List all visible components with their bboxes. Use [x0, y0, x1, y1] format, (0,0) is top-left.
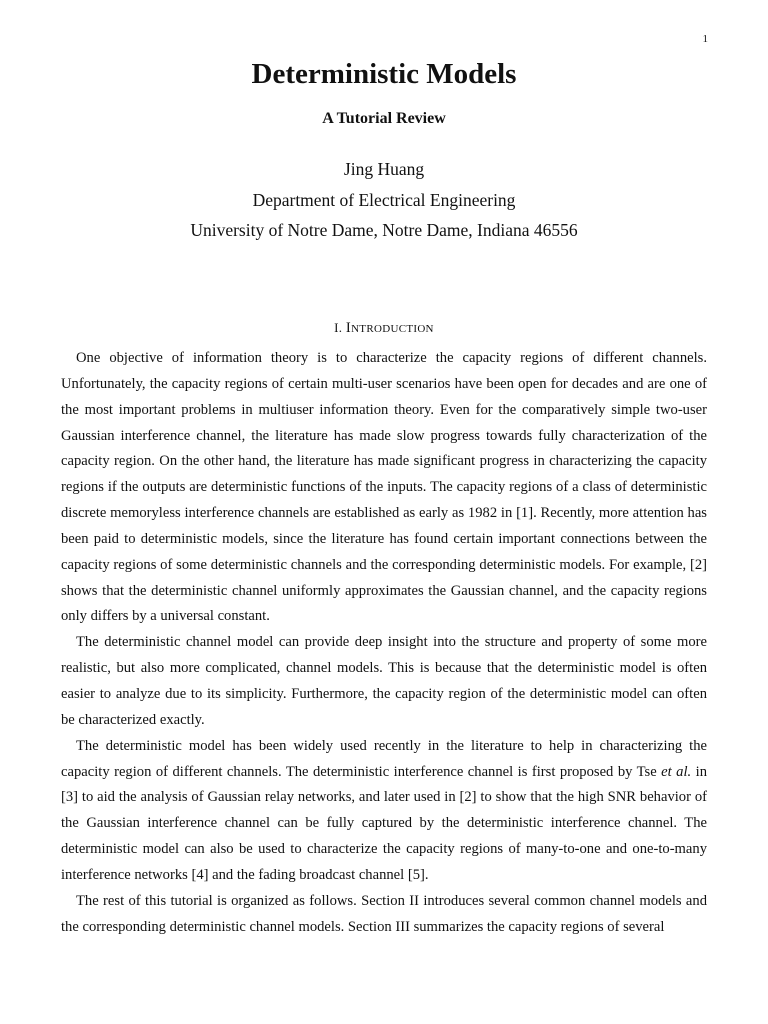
section-title: INTRODUCTION: [345, 320, 434, 336]
section-heading: [0, 320, 768, 337]
section-number: I.: [334, 320, 343, 335]
paragraph: The deterministic model has been widely used recently in the literature to help in characterizing the capacity region of different channels. The deterministic interference channel is first proposed by Tse et al. in [3] to aid the analysis of Gaussian relay networks, and later used in [2] to show that the high SNR behavior of the Gaussian interference channel can be fully captured by the deterministic interference channel. The deterministic model can also be used to characterize the capacity regions of many-to-one and one-to-many interference networks [4] and the fading broadcast channel [5].: [61, 737, 707, 883]
author-block: [0, 154, 768, 246]
paper-title: Deterministic Models: [251, 58, 517, 90]
author-department: Department of Electrical Engineering: [252, 189, 516, 210]
paper-subtitle: A Tutorial Review: [322, 110, 446, 127]
paragraph: One objective of information theory is to characterize the capacity regions of different channels. Unfortunately, the capacity regions of certain multi-user scenarios have been open for decades and are one of the most important problems in multiuser information theory. Even for the comparatively simple two-user Gaussian interference channel, the literature has made slow progress towards fully characterization of the capacity region. On the other hand, the literature has made significant progress in characterizing the capacity regions if the outputs are deterministic functions of the inputs. The capacity regions of a class of deterministic discrete memoryless interference channels are established as early as 1982 in [1]. Recently, more attention has been paid to deterministic models, since the literature has found certain important connections between the capacity regions of some deterministic channels and the corresponding deterministic models. For example, [2] shows that the deterministic channel uniformly approximates the Gaussian channel, and the capacity regions only differs by a universal constant.: [61, 350, 707, 625]
author-affiliation: University of Notre Dame, Notre Dame, Indiana 46556: [190, 220, 578, 240]
paragraph: The rest of this tutorial is organized as follows. Section II introduces several common channel models and the corresponding deterministic channel models. Section III summarizes the capacity regions of several: [61, 892, 707, 935]
page-number: 1: [702, 33, 708, 45]
body-text: [61, 346, 707, 940]
paragraph: The deterministic channel model can provide deep insight into the structure and property of some more realistic, but also more complicated, channel models. This is because that the deterministic model is often easier to analyze due to its simplicity. Furthermore, the capacity region of the deterministic model can often be characterized exactly.: [61, 634, 707, 728]
author-name: Jing Huang: [343, 159, 425, 179]
